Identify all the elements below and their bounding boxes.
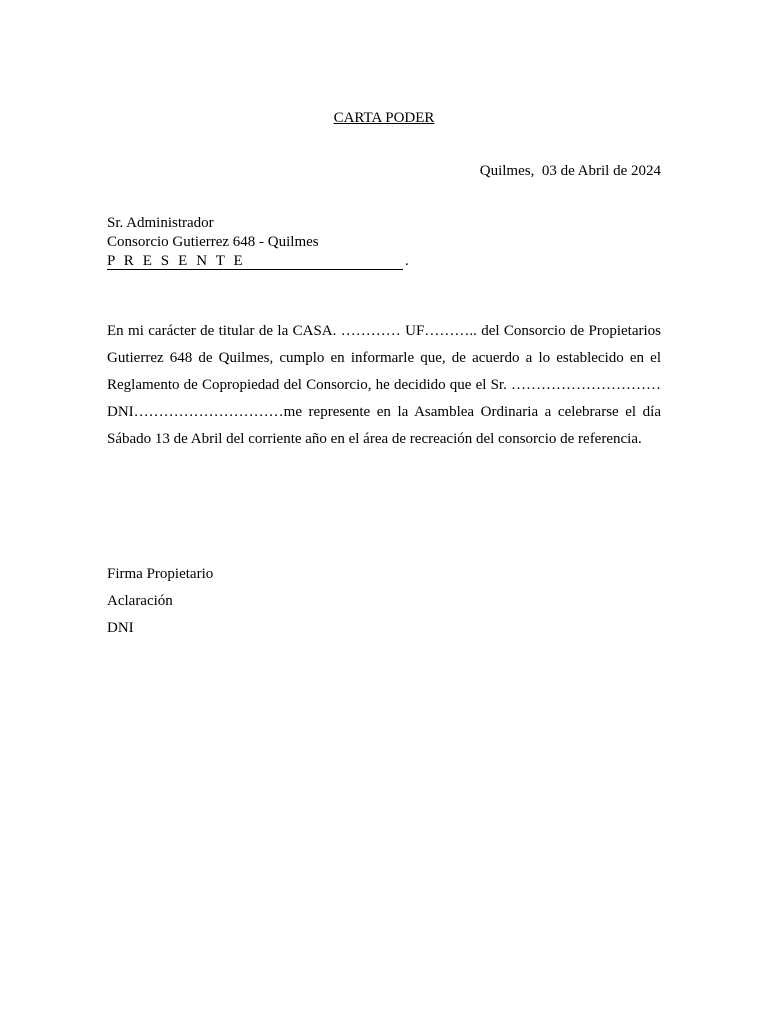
signature-block <box>107 561 213 642</box>
presente-text: P R E S E N T E <box>107 253 403 270</box>
recipient-line-2: Consorcio Gutierrez 648 - Quilmes <box>107 234 319 250</box>
presente-line <box>107 252 409 271</box>
signature-aclaracion: Aclaración <box>107 593 173 609</box>
signature-dni: DNI <box>107 620 134 636</box>
document-title: CARTA PODER <box>333 110 435 126</box>
recipient-line-1: Sr. Administrador <box>107 215 214 231</box>
body-paragraph: En mi carácter de titular de la CASA. ………… UF……….. del Consorcio de Propietarios Gutierrez 648 de Quilmes, cumplo en informarle que, de acuerdo a lo establecido en el Reglamento de Copropiedad del Consorcio, he decidido que el Sr. ………………………… DNI…………………………me represente en la Asamblea Ordinaria a celebrarse el día Sábado 13 de Abril del corriente año en el área de recreación del consorcio de referencia. <box>107 323 661 447</box>
body-paragraph-block <box>107 318 661 453</box>
presente-period: . <box>405 253 409 269</box>
signature-firma: Firma Propietario <box>107 566 214 582</box>
date-line: Quilmes, 03 de Abril de 2024 <box>479 163 661 179</box>
recipient-block <box>107 214 409 271</box>
